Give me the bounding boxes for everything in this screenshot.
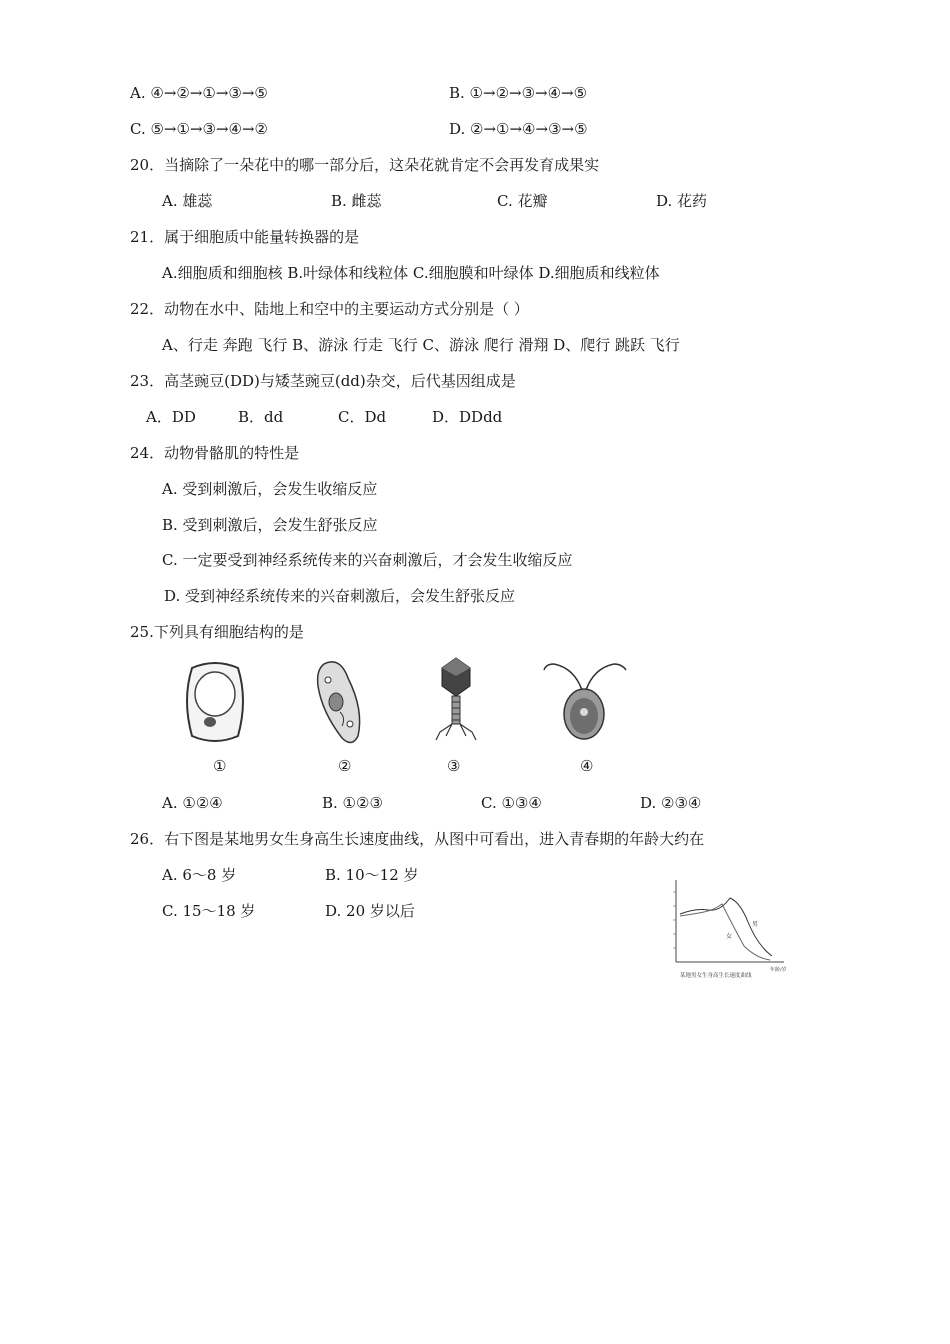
q23-option-d: D．DDdd bbox=[432, 408, 503, 426]
q24-option-c: C. 一定要受到神经系统传来的兴奋刺激后，才会发生收缩反应 bbox=[162, 551, 573, 569]
q26-option-d: D. 20 岁以后 bbox=[325, 902, 415, 920]
q25-option-a: A. ①②④ bbox=[162, 794, 223, 812]
q19-option-b: B. ①→②→③→④→⑤ bbox=[449, 84, 588, 102]
q24-option-d: D. 受到神经系统传来的兴奋刺激后，会发生舒张反应 bbox=[164, 587, 516, 605]
q23-option-a: A．DD bbox=[146, 408, 196, 426]
figure-label-3: ③ bbox=[447, 757, 461, 775]
q23-option-c: C．Dd bbox=[338, 408, 387, 426]
q20-option-d: D. 花药 bbox=[656, 192, 708, 210]
chlamydomonas-figure bbox=[538, 656, 630, 746]
q22-stem: 22．动物在水中、陆地上和空中的主要运动方式分别是（ ） bbox=[130, 300, 529, 318]
q26-option-a: A. 6～8 岁 bbox=[162, 866, 237, 884]
q19-option-c: C. ⑤→①→③→④→② bbox=[130, 120, 268, 138]
q25-option-d: D. ②③④ bbox=[640, 794, 702, 812]
figure-label-2: ② bbox=[338, 757, 352, 775]
male-curve bbox=[680, 898, 772, 956]
q22-options: A、行走 奔跑 飞行 B、游泳 行走 飞行 C、游泳 爬行 滑翔 D、爬行 跳跃 飞行 bbox=[162, 336, 680, 354]
q25-option-c: C. ①③④ bbox=[481, 794, 542, 812]
bacteriophage-figure bbox=[432, 656, 480, 742]
chart-x-label: 年龄/岁 bbox=[770, 967, 787, 973]
female-legend: 女 bbox=[726, 933, 733, 940]
q20-option-a: A. 雄蕊 bbox=[162, 192, 213, 210]
q23-stem: 23．高茎豌豆(DD)与矮茎豌豆(dd)杂交，后代基因组成是 bbox=[130, 372, 516, 390]
q26-stem: 26．右下图是某地男女生身高生长速度曲线，从图中可看出，进入青春期的年龄大约在 bbox=[130, 830, 705, 848]
q24-option-b: B. 受到刺激后，会发生舒张反应 bbox=[162, 516, 378, 534]
q19-option-a: A. ④→②→①→③→⑤ bbox=[130, 84, 268, 102]
female-curve bbox=[680, 904, 770, 960]
figure-label-4: ④ bbox=[580, 757, 594, 775]
cell-figure-1 bbox=[182, 660, 248, 744]
q21-stem: 21．属于细胞质中能量转换器的是 bbox=[130, 228, 360, 246]
q21-options: A.细胞质和细胞核 B.叶绿体和线粒体 C.细胞膜和叶绿体 D.细胞质和线粒体 bbox=[162, 264, 660, 282]
q25-option-b: B. ①②③ bbox=[322, 794, 383, 812]
q26-option-c: C. 15～18 岁 bbox=[162, 902, 256, 920]
q20-option-c: C. 花瓣 bbox=[497, 192, 548, 210]
figure-label-1: ① bbox=[213, 757, 227, 775]
q20-stem: 20．当摘除了一朵花中的哪一部分后，这朵花就肯定不会再发育成果实 bbox=[130, 156, 600, 174]
q20-option-b: B. 雌蕊 bbox=[331, 192, 382, 210]
q25-stem: 25.下列具有细胞结构的是 bbox=[130, 623, 304, 641]
q19-option-d: D. ②→①→④→③→⑤ bbox=[449, 120, 588, 138]
q26-option-b: B. 10～12 岁 bbox=[325, 866, 419, 884]
male-legend: 男 bbox=[752, 921, 759, 928]
q24-stem: 24．动物骨骼肌的特性是 bbox=[130, 444, 300, 462]
q23-option-b: B．dd bbox=[238, 408, 284, 426]
growth-velocity-chart bbox=[660, 876, 802, 980]
paramecium-figure bbox=[312, 658, 372, 748]
chart-caption: 某地男女生身高生长速度曲线 bbox=[680, 973, 752, 979]
q24-option-a: A. 受到刺激后，会发生收缩反应 bbox=[162, 480, 378, 498]
